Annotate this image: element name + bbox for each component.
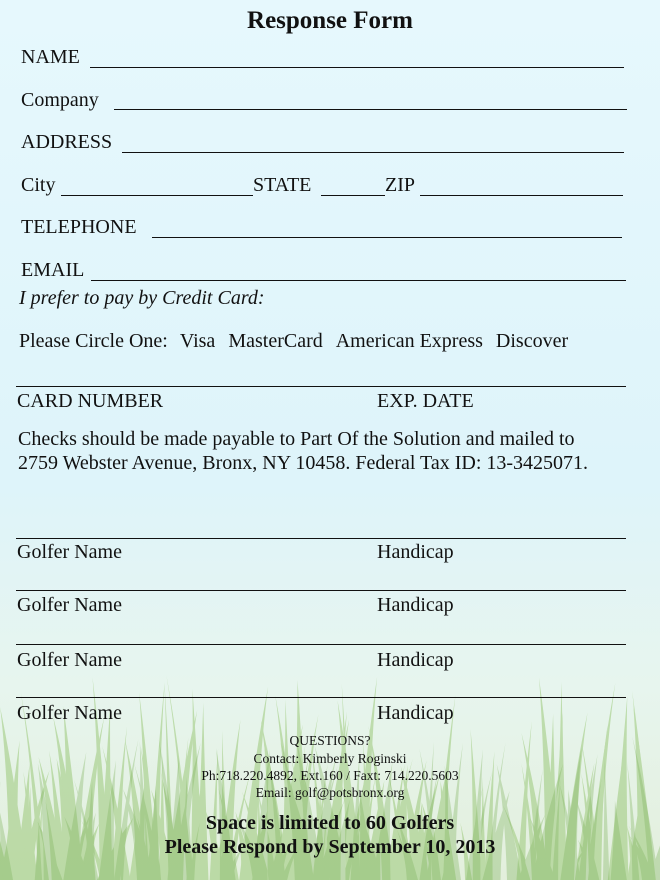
zip-field[interactable] [420,195,623,196]
card-option-amex[interactable]: American Express [335,330,483,352]
contact-email[interactable]: Email: golf@potsbronx.org [255,785,405,800]
telephone-field[interactable] [152,237,622,238]
golfer-3-field[interactable] [16,644,626,645]
name-field[interactable] [90,67,624,68]
card-option-discover[interactable]: Discover [495,330,569,352]
card-option-mastercard[interactable]: MasterCard [228,330,323,352]
city-label: City [21,174,56,196]
golfer-4-field[interactable] [16,697,626,698]
card-number-label: CARD NUMBER [17,390,164,412]
email-field[interactable] [91,280,626,281]
address-label: ADDRESS [21,131,113,153]
address-field[interactable] [122,152,624,153]
golfer-2-handicap-label: Handicap [377,594,454,616]
golfer-1-name-label: Golfer Name [17,541,122,563]
company-label: Company [21,89,99,111]
golfer-1-field[interactable] [16,538,626,539]
card-option-visa[interactable]: Visa [179,330,216,352]
city-field[interactable] [61,195,253,196]
circle-one-prompt: Please Circle One: [19,330,168,352]
golfer-3-handicap-label: Handicap [377,649,454,671]
contact-phone: Ph:718.220.4892, Ext.160 / Faxt: 714.220.5603 [201,768,459,783]
golfer-4-handicap-label: Handicap [377,702,454,724]
respond-by-notice: Please Respond by September 10, 2013 [164,836,496,858]
contact-person: Contact: Kimberly Roginski [253,751,407,766]
telephone-label: TELEPHONE [21,216,137,238]
state-label: STATE [253,174,312,196]
space-limit-notice: Space is limited to 60 Golfers [205,812,455,834]
questions-heading: QUESTIONS? [289,733,371,748]
golfer-2-name-label: Golfer Name [17,594,122,616]
state-field[interactable] [321,195,385,196]
company-field[interactable] [114,109,627,110]
golfer-4-name-label: Golfer Name [17,702,122,724]
exp-date-label: EXP. DATE [377,390,474,412]
golfer-1-handicap-label: Handicap [377,541,454,563]
card-number-field[interactable] [16,386,626,387]
name-label: NAME [21,46,80,68]
page-title: Response Form [247,7,413,34]
email-label: EMAIL [21,259,85,281]
golfer-3-name-label: Golfer Name [17,649,122,671]
checks-instructions: Checks should be made payable to Part Of the Solution and mailed to 2759 Webster Avenue, Bronx, NY 10458. Federal Tax ID: 13-3425071. [18,428,589,474]
golfer-2-field[interactable] [16,590,626,591]
card-choice-row [19,330,568,353]
zip-label: ZIP [385,174,415,196]
pay-preference-text: I prefer to pay by Credit Card: [19,287,265,309]
